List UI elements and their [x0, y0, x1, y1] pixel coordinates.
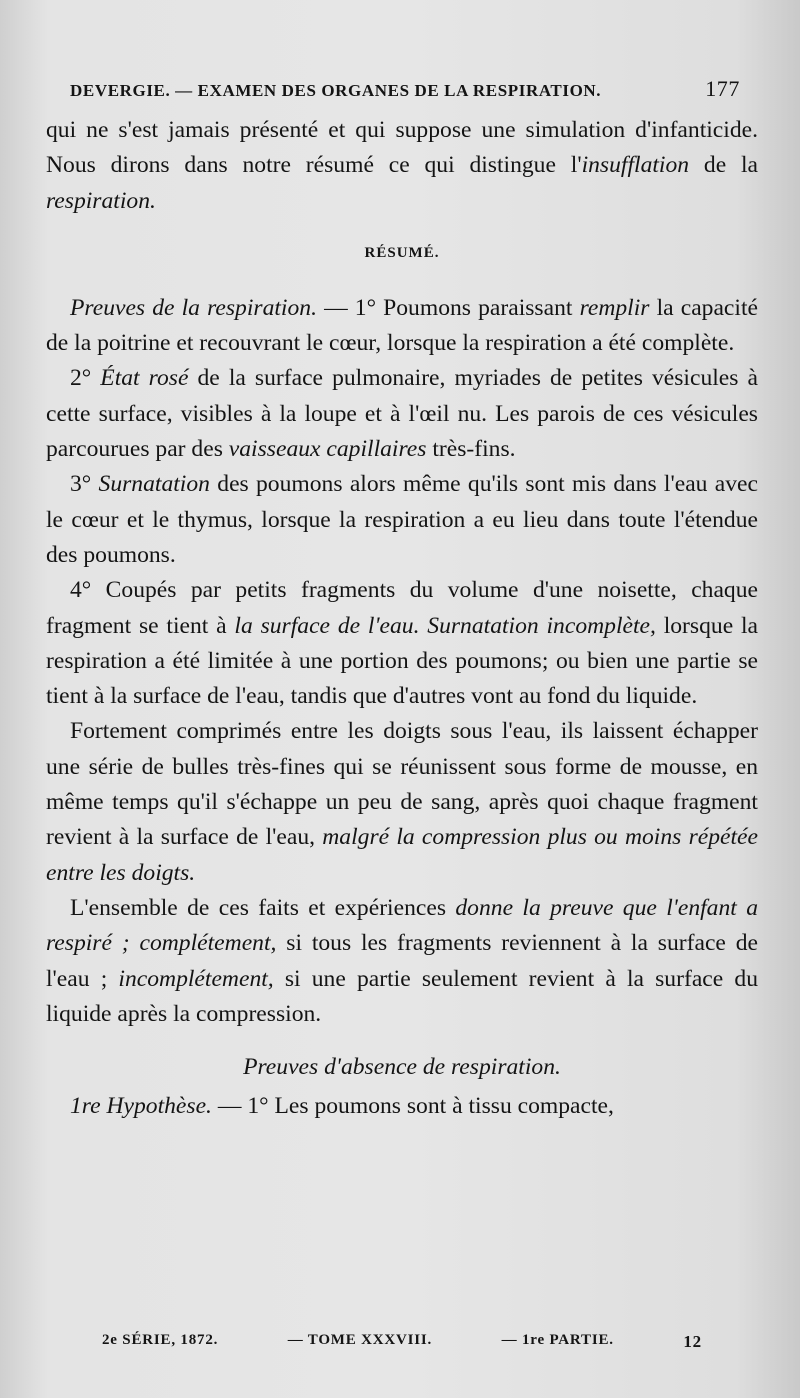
intro-paragraph: qui ne s'est jamais présenté et qui suppose une simulation d'infanticide. Nous dirons dans notre résumé ce qui distingue l'insufflation de la respiration. [46, 117, 759, 214]
subheading: Preuves d'absence de respiration. [243, 1054, 561, 1081]
section-heading: RÉSUMÉ. [364, 244, 440, 261]
footer-tome: — TOME XXXVIII. [287, 1332, 433, 1348]
page-body [46, 113, 758, 1125]
paragraph-hypothesis-1: 1re Hypothèse. — 1° Les poumons sont à tissu compacte, [70, 1093, 614, 1120]
paragraph-conclusion: L'ensemble de ces faits et expériences donne la preuve que l'enfant a respiré ; complétement, si tous les fragments reviennent à la surface de l'eau ; incomplétement, si une partie seulement revient à la surface du liquide après la compression. [46, 894, 758, 1027]
paragraph-proof-4: 4° Coupés par petits fragments du volume d'une noisette, chaque fragment se tient à la surface de l'eau. Surnatation incomplète, lorsque la respiration a été limitée à une portion des poumons; ou bien une partie se tient à la surface de l'eau, tandis que d'autres vont au fond du liquide. [46, 577, 758, 710]
footer-series: 2e SÉRIE, 1872. [102, 1332, 219, 1348]
footer-signature: 12 [683, 1332, 702, 1351]
page-footer [102, 1332, 702, 1352]
running-title: DEVERGIE. — EXAMEN DES ORGANES DE LA RESPIRATION. [70, 81, 602, 100]
running-head [70, 76, 740, 102]
paragraph-proof-3: 3° Surnatation des poumons alors même qu'ils sont mis dans l'eau avec le cœur et le thymus, lorsque la respiration a eu lieu dans toute l'étendue des poumons. [46, 471, 758, 568]
paragraph-proof-1: Preuves de la respiration. — 1° Poumons paraissant remplir la capacité de la poitrine et recouvrant le cœur, lorsque la respiration a été complète. [46, 294, 758, 357]
footer-part: — 1re PARTIE. [501, 1332, 614, 1348]
paragraph-proof-2: 2° État rosé de la surface pulmonaire, myriades de petites vésicules à cette surface, visibles à la loupe et à l'œil nu. Les parois de ces vésicules parcourues par des vaisseaux capillaires très-fins. [46, 365, 758, 463]
paragraph-compression: Fortement comprimés entre les doigts sous l'eau, ils laissent échapper une série de bulles très-fines qui se réunissent sous forme de mousse, en même temps qu'il s'échappe un peu de sang, après quoi chaque fragment revient à la surface de l'eau, malgré la compression plus ou moins répétée entre les doigts. [46, 718, 758, 886]
page-number: 177 [705, 76, 740, 101]
